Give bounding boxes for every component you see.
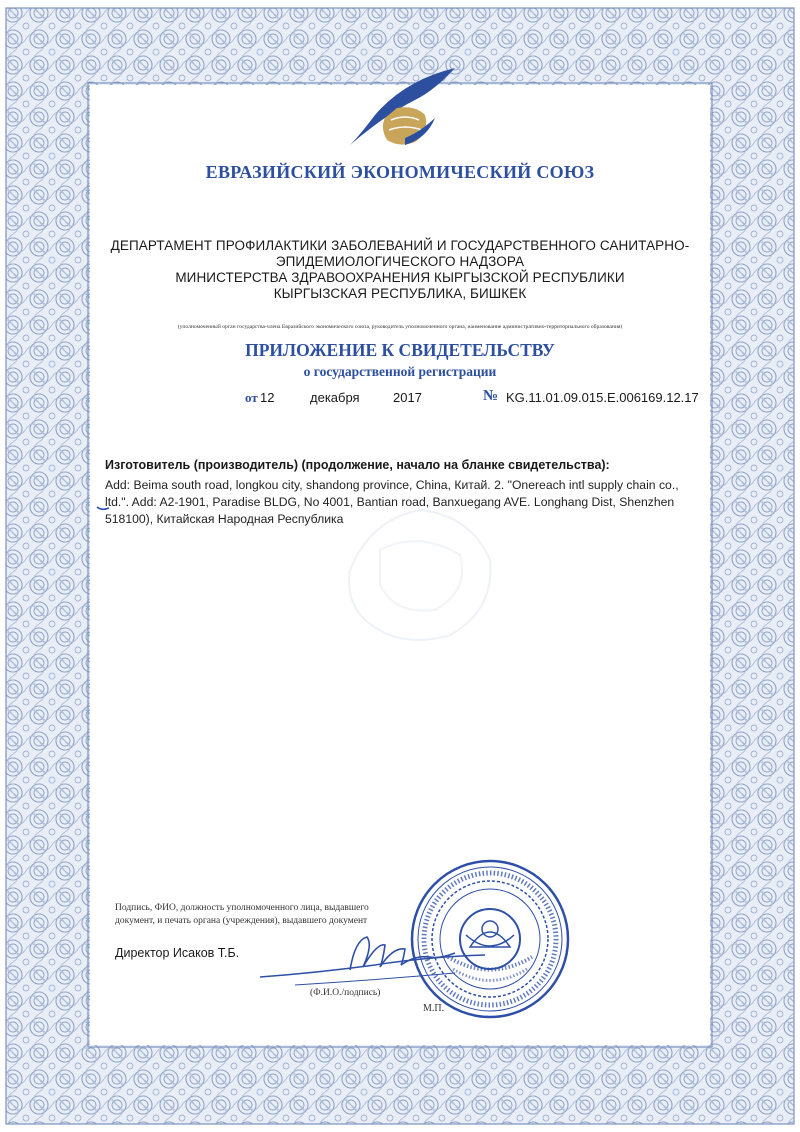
director-name: Директор Исаков Т.Б. (115, 946, 240, 960)
annex-subtitle: о государственной регистрации (303, 364, 497, 379)
date-year: 2017 (393, 390, 422, 405)
authority-line-1: ДЕПАРТАМЕНТ ПРОФИЛАКТИКИ ЗАБОЛЕВАНИЙ И ГОСУДАРСТВЕННОГО САНИТАРНО- (110, 238, 690, 253)
authority-line-2: ЭПИДЕМИОЛОГИЧЕСКОГО НАДЗОРА (275, 254, 525, 269)
eaeu-emblem-logo (345, 60, 465, 155)
date-from-label: от (245, 390, 258, 405)
union-title: ЕВРАЗИЙСКИЙ ЭКОНОМИЧЕСКИЙ СОЮЗ (205, 162, 595, 182)
registration-number: KG.11.01.09.015.E.006169.12.17 (506, 390, 699, 405)
official-seal-stamp (408, 857, 573, 1022)
seal-label: М.П. (423, 1003, 445, 1014)
signature-caption: Подпись, ФИО, должность уполномоченного лица, выдавшего документ, и печать органа (учреждения), выдавшего документ (115, 903, 369, 926)
authority-caption: (уполномоченный орган государства-члена Евразийского экономического союза, руководитель уполномоченного органа, наименование административно-территориального образования) (177, 324, 623, 330)
fio-caption: (Ф.И.О./подпись) (310, 988, 381, 998)
manufacturer-heading: Изготовитель (производитель) (продолжение, начало на бланке свидетельства): (105, 458, 610, 472)
annex-title: ПРИЛОЖЕНИЕ К СВИДЕТЕЛЬСТВУ (245, 340, 555, 360)
authority-line-3: МИНИСТЕРСТВА ЗДРАВООХРАНЕНИЯ КЫРГЫЗСКОЙ РЕСПУБЛИКИ (175, 270, 625, 285)
authority-line-4: КЫРГЫЗСКАЯ РЕСПУБЛИКА, БИШКЕК (273, 286, 527, 301)
date-day: 12 (260, 390, 275, 405)
manufacturer-text: Add: Beima south road, longkou city, shandong province, China, Китай. 2. "Onereach intl supply chain co., ltd.". Add: A2-1901, Paradise BLDG, No 4001, Bantian road, Banxuegang AVE. Longhang Dist, Shenzhen 518100), Китайская Народная Республика (105, 478, 679, 526)
date-number-row (0, 390, 800, 410)
date-month: декабря (310, 390, 360, 405)
number-label: № (483, 388, 499, 404)
